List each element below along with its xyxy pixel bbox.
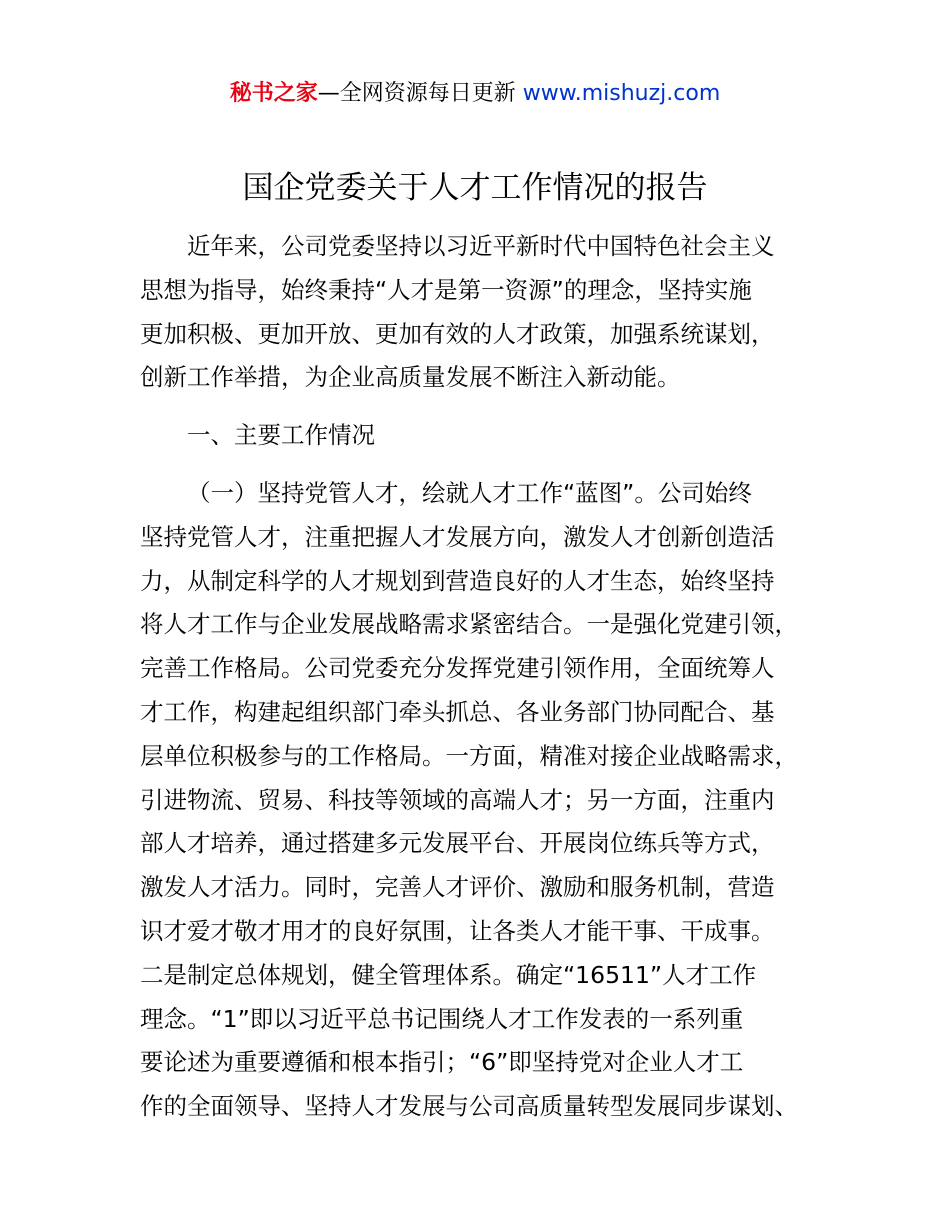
paragraph-line: 创新工作举措，为企业高质量发展不断注入新动能。 <box>140 363 681 392</box>
paragraph-line: 近年来，公司党委坚持以习近平新时代中国特色社会主义 <box>187 232 775 260</box>
paragraph-spacer <box>140 400 820 414</box>
paragraph-line: 引进物流、贸易、科技等领域的高端人才；另一方面，注重内 <box>140 785 775 814</box>
paragraph-line: （一）坚持党管人才，绘就人才工作“蓝图”。公司始终 <box>187 478 752 507</box>
paragraph-line: 思想为指导，始终秉持“人才是第一资源”的理念，坚持实施 <box>140 275 752 304</box>
site-header <box>0 78 950 110</box>
paragraph-line: 将人才工作与企业发展战略需求紧密结合。一是强化党建引领， <box>140 610 798 639</box>
paragraph-line: 理念。“1”即以习近平总书记围绕人才工作发表的一系列重 <box>140 1004 744 1033</box>
paragraph-line: 层单位积极参与的工作格局。一方面，精准对接企业战略需求， <box>140 741 798 770</box>
site-tagline: —全网资源每日更新 <box>317 81 516 106</box>
site-url-link[interactable]: www.mishuzj.com <box>522 81 721 106</box>
paragraph-line: 完善工作格局。公司党委充分发挥党建引领作用，全面统筹人 <box>140 654 775 683</box>
body-paragraph <box>140 472 820 1129</box>
document-body <box>140 225 820 1129</box>
paragraph-line: 力，从制定科学的人才规划到营造良好的人才生态，始终坚持 <box>140 566 775 595</box>
section-heading: 一、主要工作情况 <box>187 421 375 450</box>
paragraph-line: 坚持党管人才，注重把握人才发展方向，激发人才创新创造活 <box>140 522 775 551</box>
paragraph-line: 更加积极、更加开放、更加有效的人才政策，加强系统谋划， <box>140 319 775 348</box>
site-brand: 秘书之家 <box>229 81 318 106</box>
paragraph-line: 才工作，构建起组织部门牵头抓总、各业务部门协同配合、基 <box>140 697 775 726</box>
paragraph-line: 二是制定总体规划，健全管理体系。确定“16511”人才工作 <box>140 960 757 989</box>
paragraph-line: 识才爱才敬才用才的良好氛围，让各类人才能干事、干成事。 <box>140 916 775 945</box>
paragraph-line: 作的全面领导、坚持人才发展与公司高质量转型发展同步谋划、 <box>140 1092 798 1121</box>
paragraph-line: 要论述为重要遵循和根本指引；“6”即坚持党对企业人才工 <box>140 1048 744 1077</box>
paragraph-line: 部人才培养，通过搭建多元发展平台、开展岗位练兵等方式， <box>140 829 775 858</box>
paragraph-spacer <box>140 458 820 472</box>
intro-paragraph <box>140 225 820 400</box>
document-title: 国企党委关于人才工作情况的报告 <box>242 170 708 206</box>
paragraph-line: 激发人才活力。同时，完善人才评价、激励和服务机制，营造 <box>140 873 775 902</box>
